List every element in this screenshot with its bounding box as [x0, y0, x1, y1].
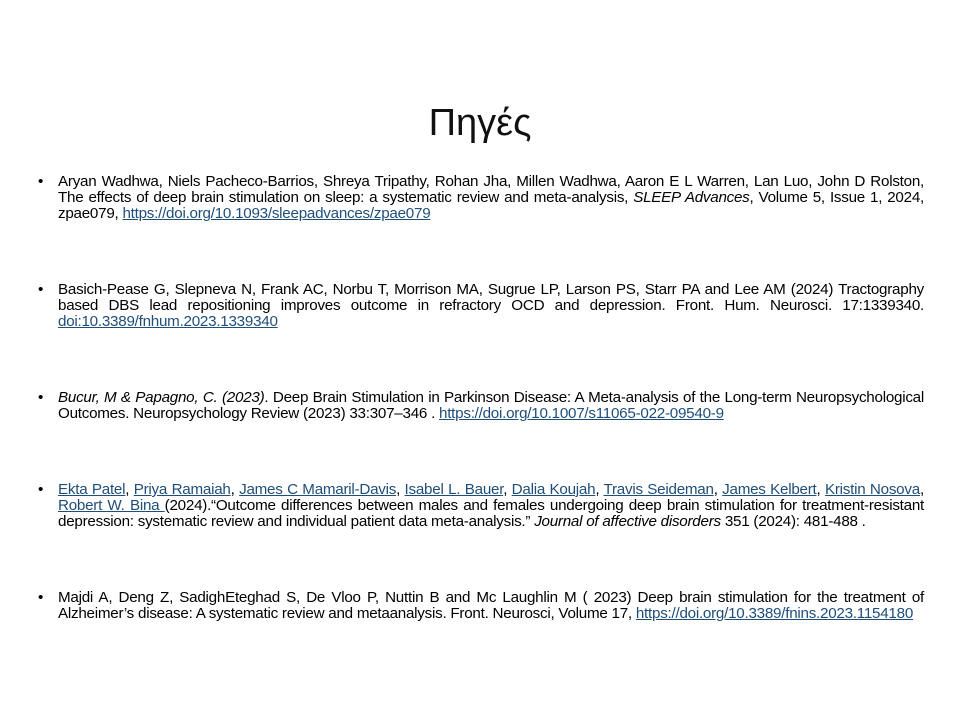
author-link[interactable]: James C Mamaril-Davis	[239, 481, 397, 498]
reference-text: Aryan Wadhwa, Niels Pacheco-Barrios, Shreya Tripathy, Rohan Jha, Millen Wadhwa, Aaron E L Warren, Lan Luo, John D Rolston, The effects of deep brain stimulation on sleep: a systematic review and meta-analysis,	[58, 173, 924, 206]
journal-name: Journal of affective disorders	[534, 513, 721, 530]
doi-link[interactable]: https://doi.org/10.1093/sleepadvances/zpae079	[122, 205, 431, 222]
reference-text: 351 (2024): 481-488 .	[720, 513, 866, 530]
author-link[interactable]: Isabel L. Bauer	[404, 481, 504, 498]
slide-title: Πηγές	[428, 102, 532, 144]
bullet: •	[38, 389, 44, 406]
reference-authors: Bucur, M & Papagno, C. (2023)	[58, 389, 265, 406]
reference-item-2	[38, 281, 924, 330]
bullet: •	[38, 481, 44, 498]
author-link[interactable]: Priya Ramaiah	[133, 481, 231, 498]
author-link[interactable]: Ekta Patel	[58, 481, 126, 498]
bullet: •	[38, 173, 44, 190]
bullet: •	[38, 281, 44, 298]
reference-text: . Deep Brain Stimulation in Parkinson Disease: A Meta-analysis of the Long-term Neuropsychological Outcomes. Neuropsychology Review (2023) 33:307–346 .	[58, 389, 925, 422]
reference-text: (2024).“Outcome differences between males and females undergoing deep brain stimulation for treatment-resistant depression: systematic review and individual patient data meta-analysis.”	[58, 497, 924, 530]
author-link[interactable]: Kristin Nosova	[824, 481, 920, 498]
reference-item-4: • Ekta Patel, Priya Ramaiah, James C Mamaril-Davis, Isabel L. Bauer, Dalia Koujah, Travis Seideman, James Kelbert, Kristin Nosova, Robert W. Bina (2024).“Outcome differences between males and females undergoing deep brain stimulation for treatment-resistant depression: systematic review and individual patient data meta-analysis.” Journal of affective disorders 351 (2024): 481-488 .	[38, 481, 924, 530]
reference-list	[38, 173, 925, 682]
reference-item-1	[38, 173, 924, 222]
author-link[interactable]: Travis Seideman	[603, 481, 714, 498]
author-link[interactable]: James Kelbert	[722, 481, 817, 498]
journal-name: SLEEP Advances	[633, 189, 750, 206]
author-link[interactable]: Robert W. Bina	[58, 497, 165, 514]
doi-link[interactable]: doi:10.3389/fnhum.2023.1339340	[58, 313, 278, 330]
bullet: •	[38, 589, 44, 606]
reference-text: Majdi A, Deng Z, SadighEteghad S, De Vloo P, Nuttin B and Mc Laughlin M ( 2023) Deep brain stimulation for the treatment of Alzheimer’s disease: A systematic review and metaanalysis. Front. Neurosci, Volume 17,	[58, 589, 924, 622]
doi-link[interactable]: https://doi.org/10.1007/s11065-022-09540-9	[439, 405, 724, 422]
reference-item-5	[38, 589, 924, 622]
doi-link[interactable]: https://doi.org/10.3389/fnins.2023.1154180	[635, 605, 914, 622]
reference-item-3	[38, 389, 925, 422]
reference-text: Basich-Pease G, Slepneva N, Frank AC, Norbu T, Morrison MA, Sugrue LP, Larson PS, Starr PA and Lee AM (2024) Tractography based DBS lead repositioning improves outcome in refractory OCD and depression. Front. Hum. Neurosci. 17:1339340.	[58, 281, 924, 314]
author-link[interactable]: Dalia Koujah	[511, 481, 596, 498]
reference-text: , Volume 5, Issue 1, 2024, zpae079,	[58, 189, 924, 222]
